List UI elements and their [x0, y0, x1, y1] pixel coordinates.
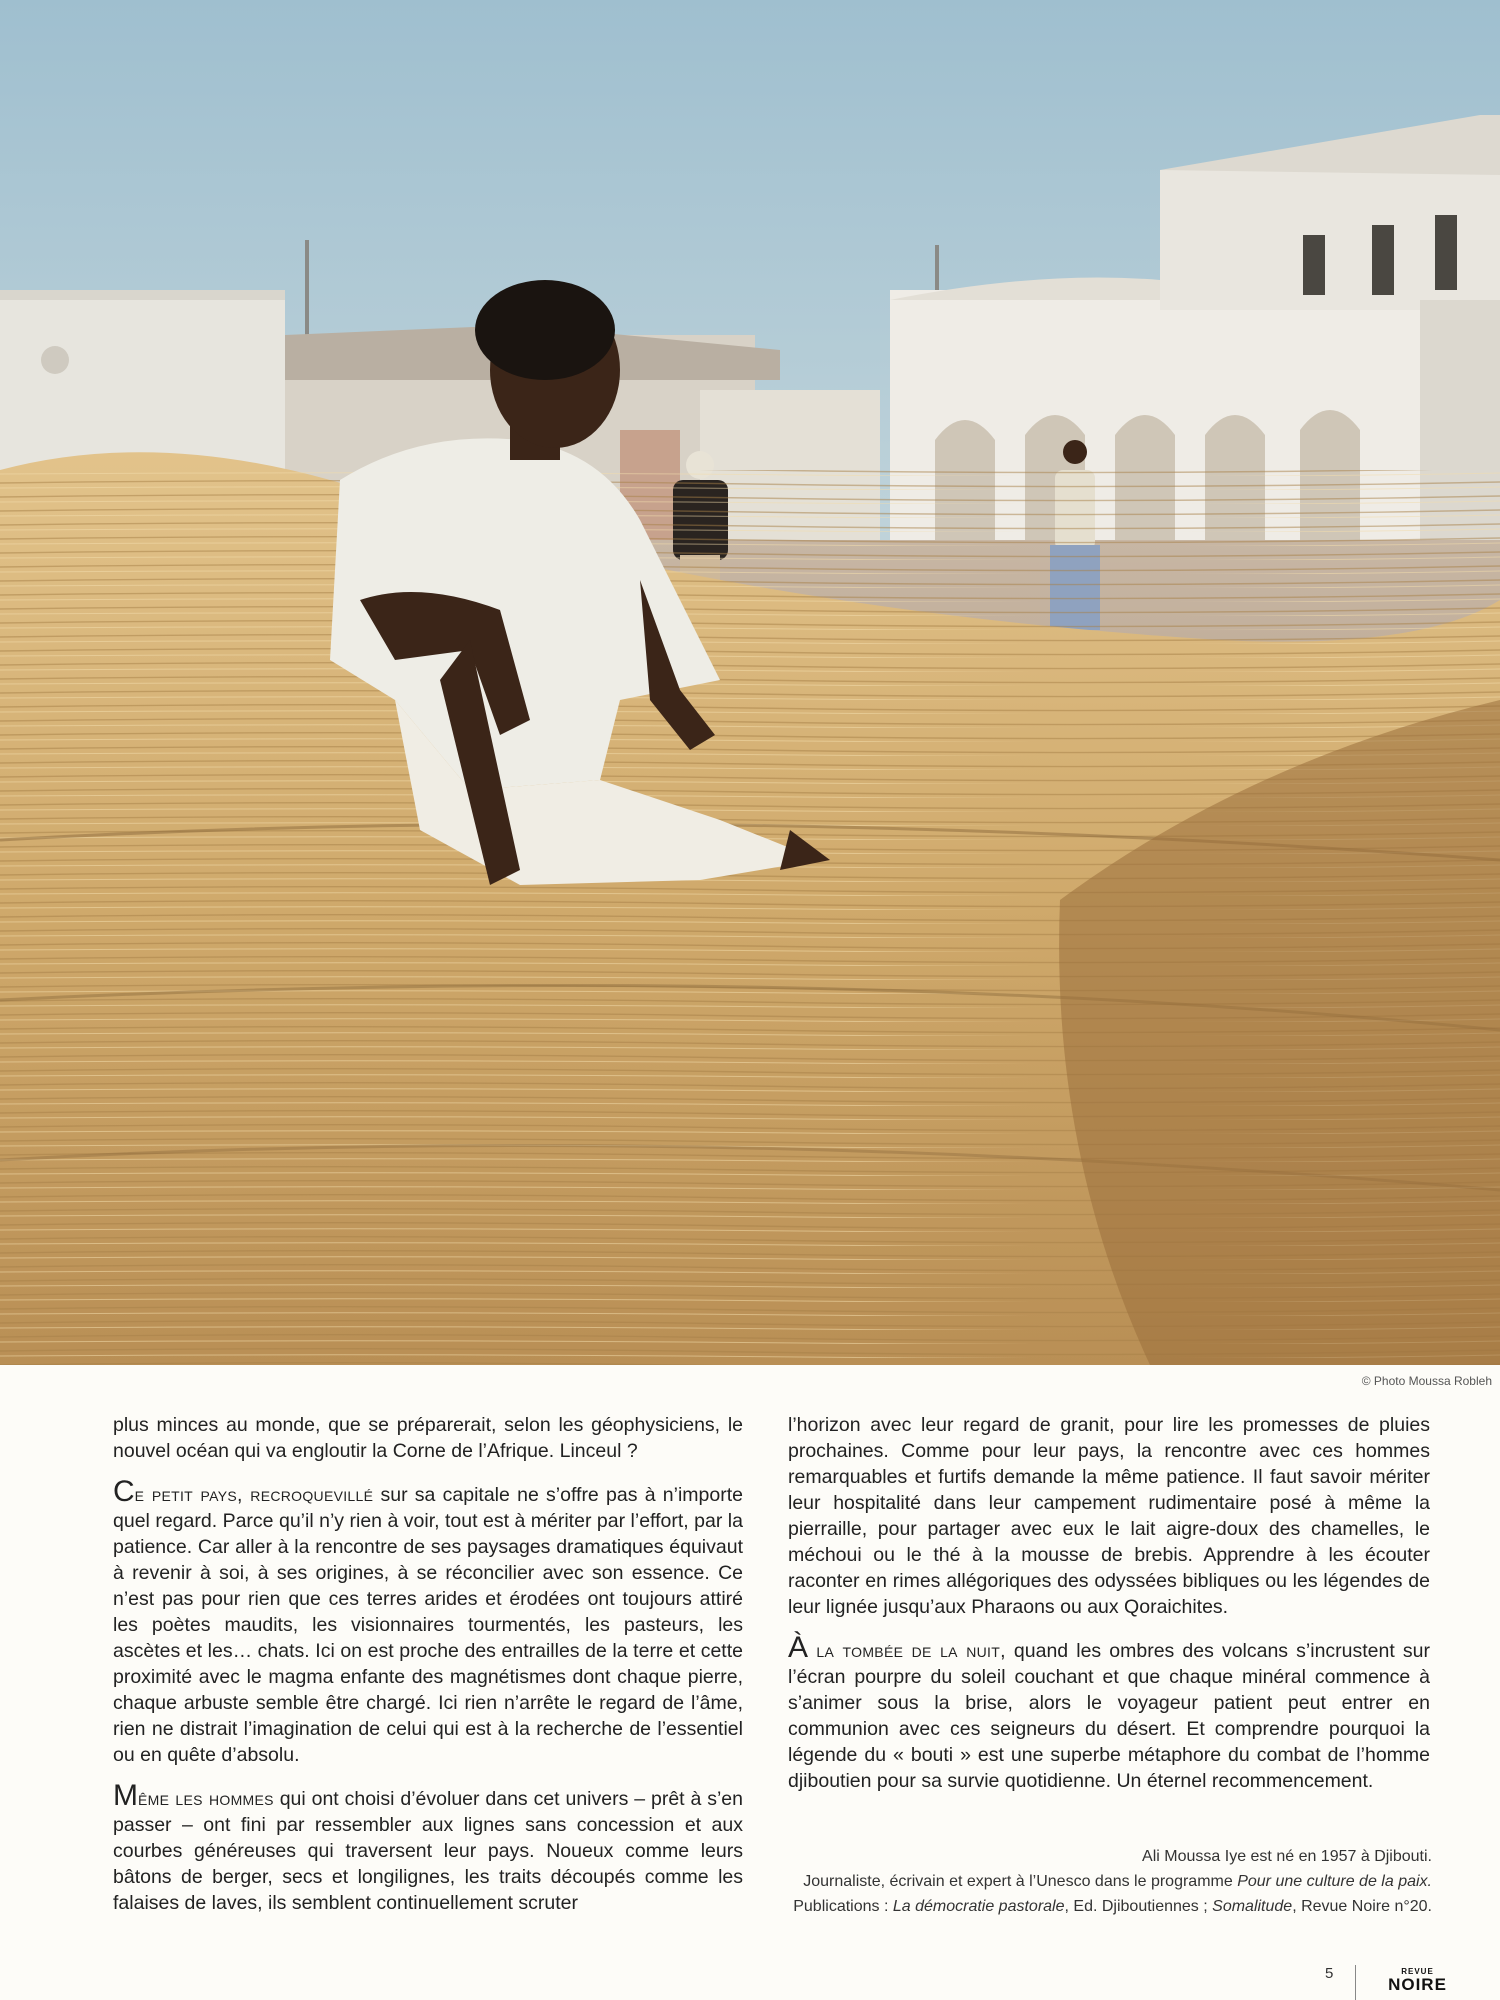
paragraph: [113, 1779, 743, 1916]
bio-line: [712, 1869, 1432, 1894]
lead-in: ême les hommes: [138, 1788, 274, 1810]
drop-cap: M: [113, 1779, 138, 1812]
article-column-right: [788, 1412, 1430, 1812]
logo-top-text: REVUE: [1401, 1967, 1434, 1976]
paragraph-text: qui ont choisi d’évoluer dans cet univers – prêt à s’en passer – ont fini par ressembler aux lignes sans concession et aux courbes généreuses qui traversent leur pays. Noueux comme leurs bâtons de berger, secs et longilignes, les traits découpés comme les falaises de laves, ils semblent continuellement scruter: [113, 1788, 743, 1914]
article-column-left: [113, 1412, 743, 1934]
bio-text: , Ed. Djiboutiennes ;: [1064, 1898, 1213, 1915]
drop-cap: C: [113, 1475, 135, 1508]
drop-cap: À: [788, 1631, 809, 1664]
bio-line: [712, 1894, 1432, 1919]
footer-divider: [1355, 1965, 1356, 2000]
paragraph: l’horizon avec leur regard de granit, pour lire les promesses de pluies prochaines. Comme pour leur pays, la rencontre avec ces hommes remarquables et furtifs demande la même patience. Il faut savoir mériter leur hospitalité dans leur campement rudimentaire posé à même la pierraille, pour partager avec eux le lait aigre-doux des chamelles, le méchoui ou le thé à la mousse de brebis. Apprendre à les écouter raconter en rimes allégoriques des odyssées bibliques ou les légendes de leur lignée jusqu’aux Pharaons ou aux Qoraichites.: [788, 1414, 1430, 1618]
paragraph-text: sur sa capitale ne s’offre pas à n’importe quel regard. Parce qu’il n’y rien à voir, tout est à mériter par l’effort, par la patience. Car aller à la rencontre de ses paysages dramatiques équivaut à revenir à soi, à ses origines, à se réconcilier avec son essence. Ce n’est pas pour rien que ces terres arides et érodées ont toujours attiré les poètes maudits, les visionnaires tourmentés, les pasteurs, les ascètes et les… chats. Ici on est proche des entrailles de la terre et cette proximité avec le magma enfante des magnétismes dont chaque pierre, chaque arbuste semble être chargé. Ici rien n’arrête le regard de l’âme, rien ne distrait l’imagination de celui qui est à la recherche de l’essentiel ou en quête d’absolu.: [113, 1484, 743, 1766]
bio-line: Ali Moussa Iye est né en 1957 à Djibouti.: [1142, 1848, 1432, 1865]
revue-noire-logo: [1385, 1968, 1450, 1993]
bio-text: , Revue Noire n°20.: [1292, 1898, 1432, 1915]
bio-program-title: Pour une culture de la paix.: [1237, 1873, 1432, 1890]
page-number: 5: [1325, 1965, 1334, 1982]
bio-book-title: Somalitude: [1212, 1898, 1293, 1915]
paragraph: [113, 1475, 743, 1768]
photo-credit: © Photo Moussa Robleh: [1361, 1374, 1492, 1388]
paragraph-text: quand les ombres des volcans s’incrustent sur l’écran pourpre du soleil couchant et que chaque minéral commence à s’animer sous la brise, alors le voyageur patient peut entrer en communion avec ces seigneurs du désert. Et comprendre pourquoi la légende du « bouti » est une superbe métaphore du combat de l’homme djiboutien pour sa survie quotidienne. Un éternel recommencement.: [788, 1640, 1430, 1792]
lead-in: la tombée de la nuit,: [808, 1640, 1006, 1662]
bio-book-title: La démocratie pastorale: [892, 1898, 1065, 1915]
bio-text: Publications :: [793, 1898, 893, 1915]
author-bio: [712, 1844, 1432, 1919]
paragraph: [788, 1631, 1430, 1794]
logo-bottom-text: NOIRE: [1388, 1975, 1447, 1994]
lead-in: e petit pays, recroquevillé: [134, 1484, 374, 1506]
paragraph: plus minces au monde, que se préparerait, selon les géophysiciens, le nouvel océan qui va engloutir la Corne de l’Afrique. Linceul ?: [113, 1414, 743, 1462]
bio-text: Journaliste, écrivain et expert à l’Unesco dans le programme: [803, 1873, 1238, 1890]
